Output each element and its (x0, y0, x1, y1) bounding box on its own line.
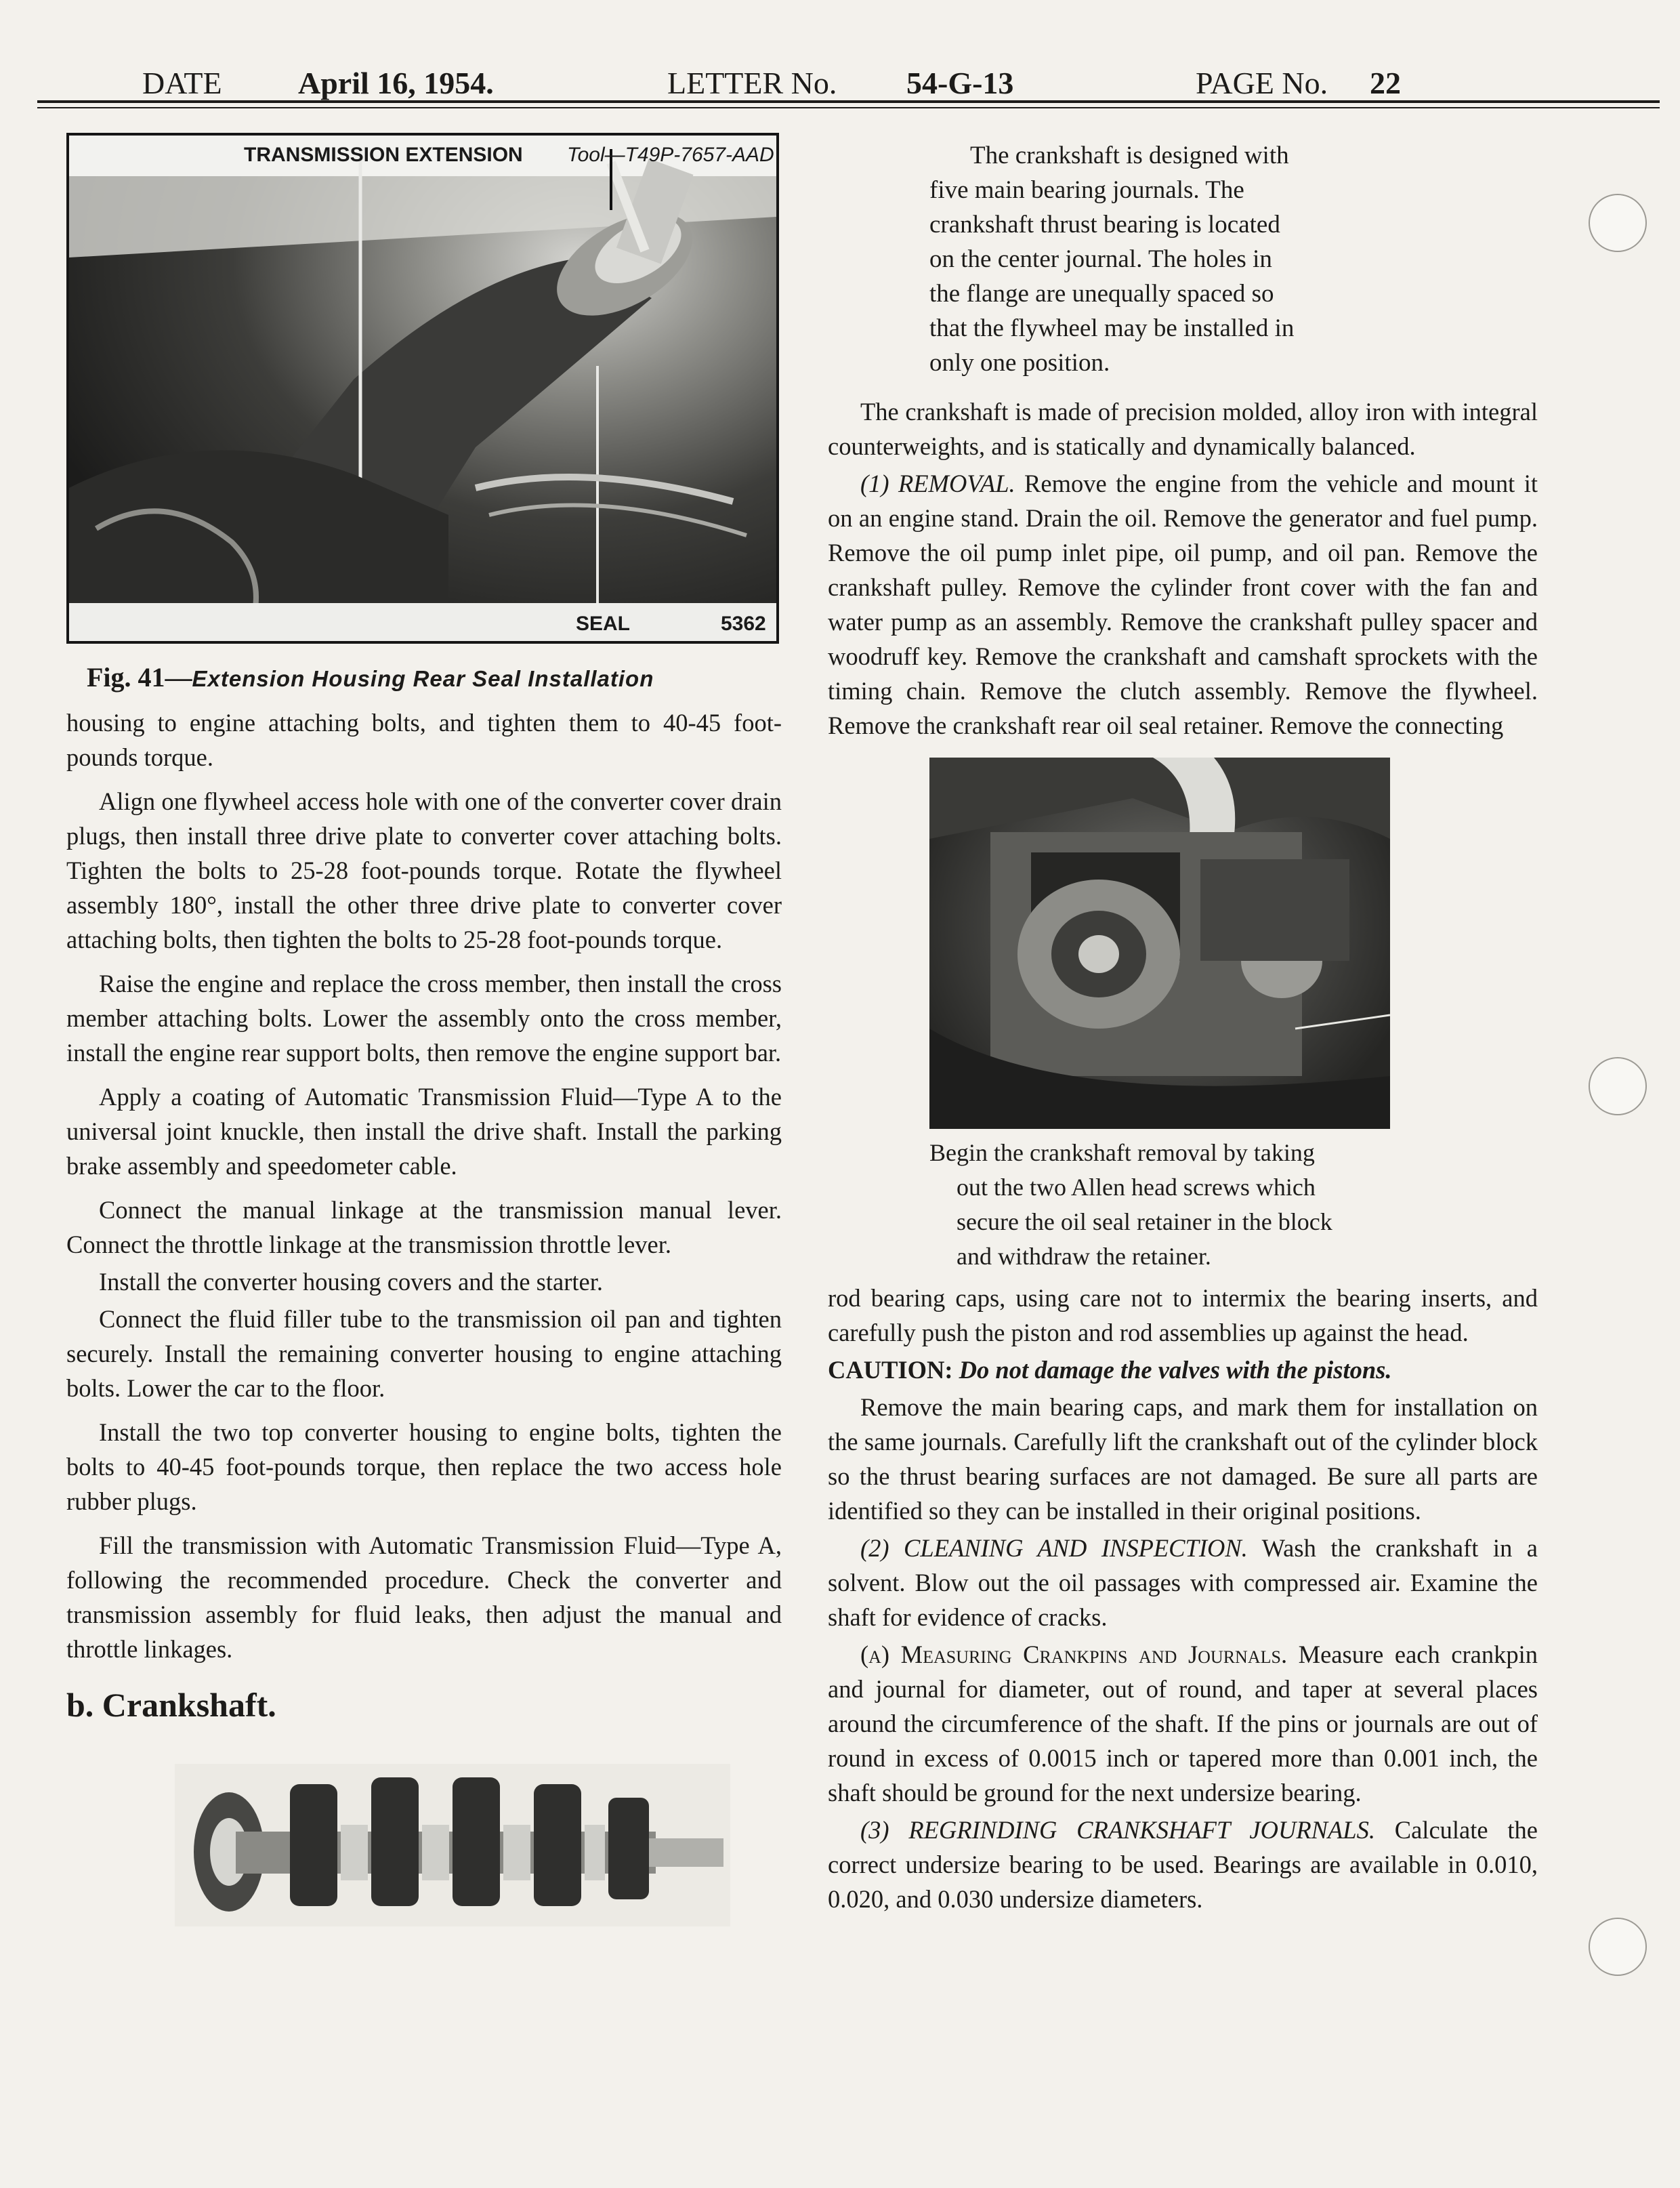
letter-header (0, 0, 1680, 115)
caution-label: CAUTION: (828, 1356, 953, 1384)
page-label: PAGE No. (1196, 66, 1328, 100)
label-figure-number: 5362 (721, 613, 766, 635)
figure-41-photo (66, 133, 779, 644)
intro-line: The crankshaft is designed with (970, 142, 1289, 169)
intro-line: five main bearing journals. The (929, 176, 1244, 204)
regrinding-text: Calculate the correct undersize bearing to be used. Bearings are available in 0.010, 0.020, and 0.030 undersize diameters. (828, 1816, 1538, 1913)
caution-note (828, 1353, 1538, 1387)
date-value: April 16, 1954. (298, 66, 494, 100)
paragraph-attaching-bolts: housing to engine attaching bolts, and tighten them to 40-45 foot-pounds torque. (66, 709, 782, 771)
paragraph-connect-linkage: Connect the manual linkage at the transmission manual lever. Connect the throttle linkage at the transmission throttle lever. (66, 1196, 782, 1258)
section-heading-crankshaft: b. Crankshaft. (66, 1686, 276, 1724)
caption-line: out the two Allen head screws which (957, 1174, 1316, 1201)
punch-hole (1589, 1057, 1647, 1115)
paragraph-install-covers: Install the converter housing covers and the starter. (99, 1268, 603, 1296)
engine-block-illustration (929, 758, 1390, 1129)
punch-hole (1589, 194, 1647, 252)
paragraph-apply-fluid: Apply a coating of Automatic Transmission Fluid—Type A to the universal joint knuckle, then install the drive shaft. Install the parking brake assembly and speedometer cable. (66, 1083, 782, 1180)
crankshaft-photo (175, 1737, 730, 1940)
figure-41-caption (87, 661, 782, 693)
header-rule-thin (37, 107, 1660, 108)
paragraph-fill-transmission: Fill the transmission with Automatic Transmission Fluid—Type A, following the recommended procedure. Check the converter and transmission assembly for fluid leaks, then adjust the manual and throttle linkages. (66, 1531, 782, 1663)
letter-value: 54-G-13 (906, 66, 1014, 100)
right-column (828, 133, 1538, 1916)
regrinding-label: (3) REGRINDING CRANKSHAFT JOURNALS. (860, 1816, 1375, 1844)
caption-number: Fig. 41— (87, 662, 192, 693)
removal-text: Remove the engine from the vehicle and mount it on an engine stand. Drain the oil. Remove the generator and fuel pump. Remove the oil pump inlet pipe, oil pump, and oil pan. Remove the crankshaft pulley. Remove the cylinder front cover with the fan and water pump as an assembly. Remove the crankshaft pulley spacer and woodruff key. Remove the crankshaft and camshaft sprockets with the timing chain. Remove the clutch assembly. Remove the flywheel. Remove the crankshaft rear oil seal retainer. Remove the connecting (828, 470, 1538, 739)
date-label: DATE (142, 66, 222, 100)
label-tool-number: Tool—T49P-7657-AAD (567, 144, 774, 166)
intro-line: on the center journal. The holes in (929, 245, 1272, 273)
paragraph-material: The crankshaft is made of precision molded, alloy iron with integral counterweights, and is statically and dynamically balanced. (828, 398, 1538, 460)
transmission-extension-illustration (69, 136, 776, 641)
letter-label: LETTER No. (667, 66, 837, 100)
removal-label: (1) REMOVAL. (860, 470, 1015, 497)
caption-line: secure the oil seal retainer in the block (957, 1208, 1332, 1235)
left-column (66, 133, 782, 1940)
crankshaft-intro (929, 138, 1431, 380)
header-rule (37, 100, 1660, 103)
caution-text: Do not damage the valves with the pistons. (959, 1356, 1392, 1384)
cleaning-label: (2) CLEANING AND INSPECTION. (860, 1534, 1248, 1562)
caption-line: Begin the crankshaft removal by taking (929, 1139, 1315, 1166)
paragraph-measuring (828, 1637, 1538, 1810)
caption-line: and withdraw the retainer. (957, 1243, 1211, 1270)
paragraph-removal (828, 466, 1538, 743)
paragraph-cleaning (828, 1531, 1538, 1634)
label-seal: SEAL (576, 613, 631, 635)
oil-seal-retainer-photo (929, 758, 1390, 1129)
paragraph-filler-tube: Connect the fluid filler tube to the transmission oil pan and tighten securely. Install the remaining converter housing to engine attaching bolts. Lower the car to the floor. (66, 1305, 782, 1402)
paragraph-flywheel-align: Align one flywheel access hole with one of the converter cover drain plugs, then install three drive plate to converter cover attaching bolts. Tighten the bolts to 25-28 foot-pounds torque. Rotate the flywheel assembly 180°, install the other three drive plate to converter cover attaching bolts, then tighten the bolts to 25-28 foot-pounds torque. (66, 787, 782, 953)
page-number: 22 (1370, 66, 1401, 100)
paragraph-top-bolts: Install the two top converter housing to engine bolts, tighten the bolts to 40-45 foot-pounds torque, then replace the two access hole rubber plugs. (66, 1418, 782, 1515)
intro-line: only one position. (929, 349, 1110, 377)
intro-block (828, 133, 1538, 384)
paragraph-main-caps: Remove the main bearing caps, and mark them for installation on the same journals. Carefully lift the crankshaft out of the cylinder block so the thrust bearing surfaces are not damaged. Be sure all parts are identified so they can be installed in their original positions. (828, 1393, 1538, 1525)
crankshaft-illustration (175, 1737, 730, 1940)
paragraph-raise-engine: Raise the engine and replace the cross member, then install the cross member attaching bolts. Lower the assembly onto the cross member, install the engine rear support bolts, then remove the engine support bar. (66, 970, 782, 1067)
measuring-label: (a) Measuring Crankpins and Journals. (860, 1640, 1288, 1668)
intro-line: crankshaft thrust bearing is located (929, 211, 1280, 239)
measuring-text: Measure each crankpin and journal for diameter, out of round, and taper at several places around the circumference of the shaft. If the pins or journals are out of round in excess of 0.0015 inch or tapered more than 0.001 inch, the shaft should be ground for the next undersize bearing. (828, 1640, 1538, 1807)
label-transmission-extension: TRANSMISSION EXTENSION (244, 144, 523, 166)
punch-hole (1589, 1918, 1647, 1976)
cleaning-text: Wash the crankshaft in a solvent. Blow out the oil passages with compressed air. Examine the shaft for evidence of cracks. (828, 1534, 1538, 1631)
caption-text: Extension Housing Rear Seal Installation (192, 666, 654, 691)
intro-line: that the flywheel may be installed in (929, 314, 1295, 342)
paragraph-rod-caps: rod bearing caps, using care not to intermix the bearing inserts, and carefully push the piston and rod assemblies up against the head. (828, 1284, 1538, 1346)
paragraph-regrinding (828, 1813, 1538, 1916)
intro-line: the flange are unequally spaced so (929, 280, 1274, 308)
oil-seal-caption (929, 1136, 1417, 1274)
